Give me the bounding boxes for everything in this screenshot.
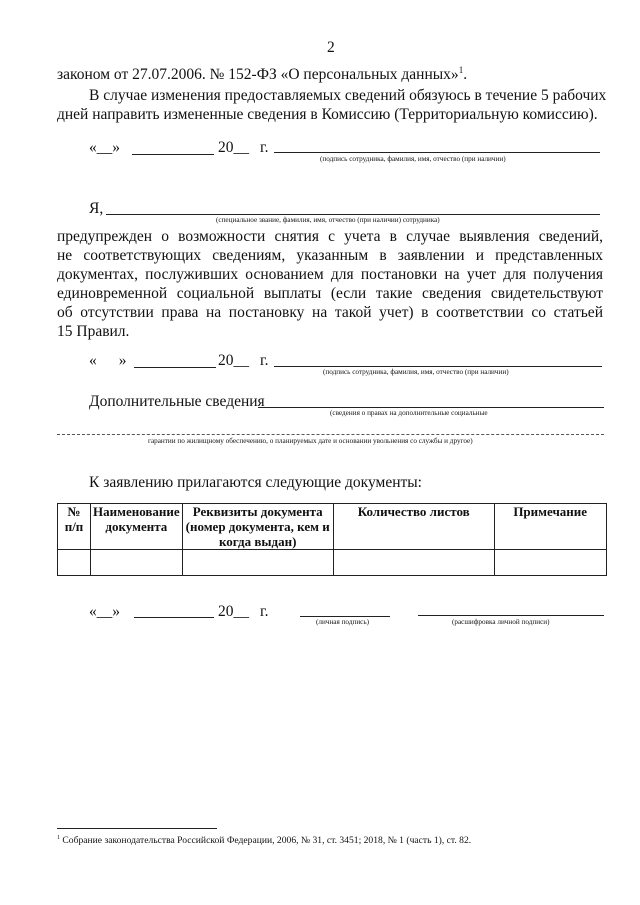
caption-signature-employee-1: (подпись сотрудника, фамилия, имя, отчество (при наличии) [320,155,506,163]
month-line-3 [134,617,214,618]
intro-dot: . [463,66,468,83]
year-2: 20__ [218,352,249,369]
additional-line-1[interactable] [258,407,604,408]
table-header-row [58,504,607,550]
header-note: Примечание [494,504,606,550]
warning-line-2: не соответствующих сведениям, указанным в заявлении и представленных [57,247,603,264]
warning-line-3: документах, послуживших основанием для постановки на учет для получения [57,266,603,283]
footnote-mark: 1 [57,835,60,841]
month-line-2 [134,367,216,368]
date-row-2: « » [89,352,127,369]
footnote-ref: 1 [458,65,464,75]
cell-number[interactable] [58,550,91,576]
date-row-3: «__» [89,603,120,620]
warning-line-5: об отсутствии права на постановку на такой учет) в соответствии со статьей [57,304,603,321]
header-number: № п/п [58,504,91,550]
signature-decoding-line[interactable] [418,615,604,616]
additional-label: Дополнительные сведения [89,393,265,410]
header-details: Реквизиты документа (номер документа, кем и когда выдан) [182,504,333,550]
change-para-line-1: В случае изменения предоставляемых сведений обязуюсь в течение 5 рабочих [89,87,607,104]
caption-rights: (сведения о правах на дополнительные социальные [330,409,488,417]
caption-guarantees: гарантии по жилищному обеспечению, о планируемых дате и основании увольнения со службы и другое) [148,437,473,445]
rank-name-line[interactable] [106,214,600,215]
header-name: Наименование документа [91,504,183,550]
warning-line-1: предупрежден о возможности снятия с учета в случае выявления сведений, [57,228,603,245]
caption-signature-employee-2: (подпись сотрудника, фамилия, имя, отчество (при наличии) [323,368,509,376]
year-suffix-2: г. [260,352,269,369]
change-para-line-2: дней направить измененные сведения в Комиссию (Территориальную комиссию). [57,106,598,123]
signature-line-1[interactable] [274,152,600,153]
cell-details[interactable] [182,550,333,576]
page-number: 2 [327,39,335,56]
caption-signature-decoding: (расшифровка личной подписи) [452,618,550,626]
ya-label: Я, [89,200,104,217]
cell-note[interactable] [494,550,606,576]
warning-line-6: 15 Правил. [57,323,130,340]
additional-line-2[interactable] [57,434,604,435]
date-row-1 [89,139,120,157]
docs-intro: К заявлению прилагаются следующие документы: [89,474,422,491]
footnote-text: Собрание законодательства Российской Федерации, 2006, № 31, ст. 3451; 2018, № 1 (часть 1), ст. 82. [62,835,472,846]
month-line [132,154,214,155]
caption-rank: (специальное звание, фамилия, имя, отчество (при наличии) сотрудника) [216,216,440,224]
signature-line-2[interactable] [274,366,602,367]
footnote [57,835,471,847]
cell-name[interactable] [91,550,183,576]
footnote-separator [57,828,217,829]
intro-line [57,66,467,84]
caption-personal-signature: (личная подпись) [316,618,370,626]
personal-signature-line[interactable] [300,616,390,617]
intro-text: законом от 27.07.2006. № 152-ФЗ «О персональных данных» [57,66,459,83]
year-suffix-1: г. [260,139,269,156]
year-suffix-3: г. [260,603,269,620]
day-blank: __ [96,139,113,156]
table-row[interactable] [58,550,607,576]
header-sheets: Количество листов [333,504,494,550]
date-open-quote: « [89,139,97,156]
year-1: 20__ [218,139,249,156]
year-3: 20__ [218,603,249,620]
cell-sheets[interactable] [333,550,494,576]
warning-line-4: единовременной социальной выплаты (если такие сведения свидетельствуют [57,285,603,302]
date-close-quote: » [112,139,120,156]
documents-table [57,503,607,576]
